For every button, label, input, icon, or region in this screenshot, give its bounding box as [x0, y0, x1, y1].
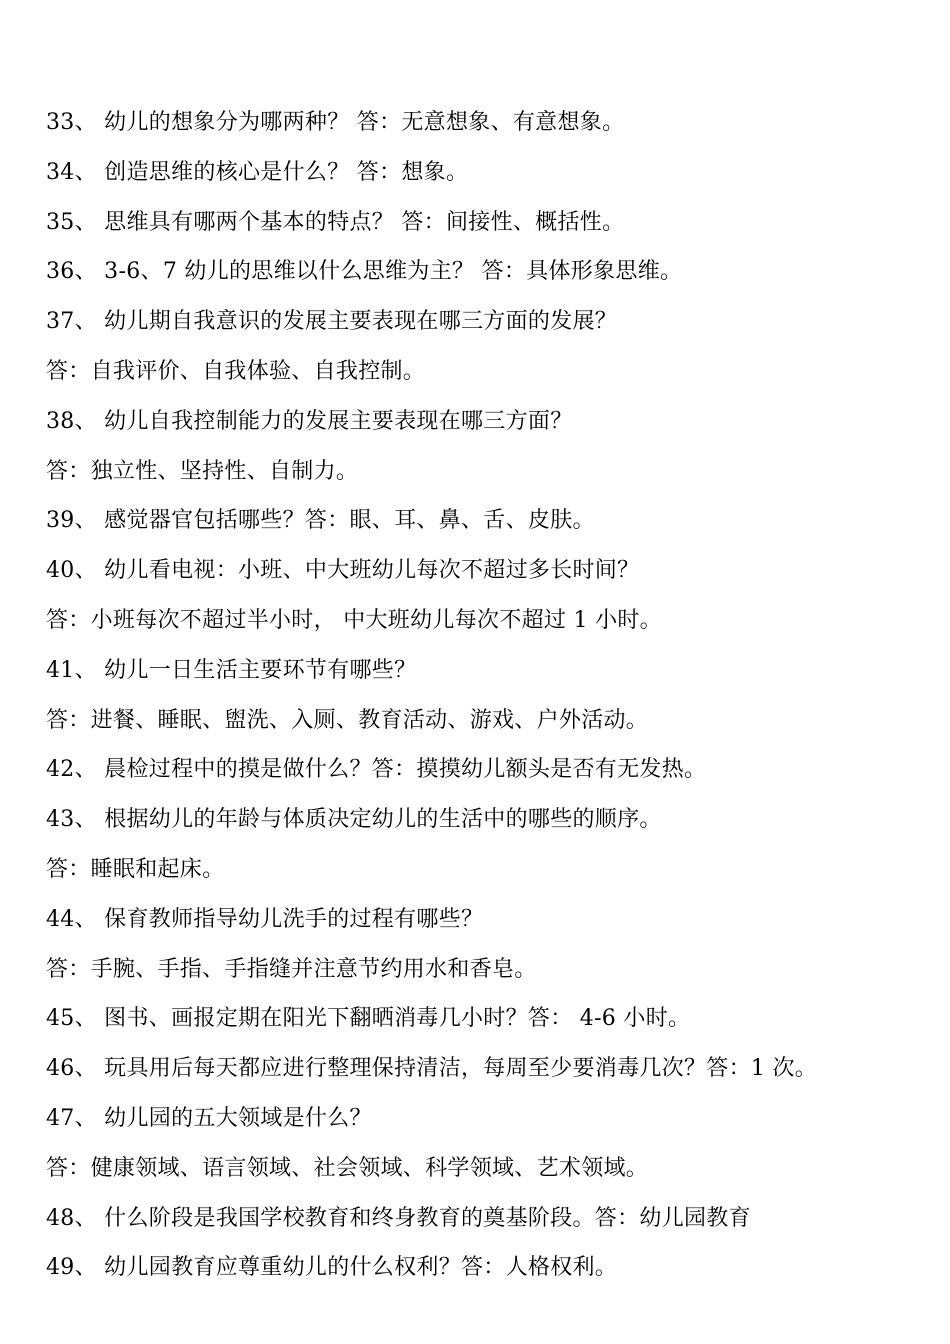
qa-line-43-answer: 答：睡眠和起床。: [46, 856, 225, 882]
qa-line-43-question: 43、 根据幼儿的年龄与体质决定幼儿的生活中的哪些的顺序。: [46, 807, 662, 833]
qa-line-40-answer: 答：小班每次不超过半小时， 中大班幼儿每次不超过 1 小时。: [46, 607, 662, 633]
qa-line-36: 36、 3-6、7 幼儿的思维以什么思维为主？ 答：具体形象思维。: [46, 259, 683, 285]
qa-line-44-answer: 答：手腕、手指、手指缝并注意节约用水和香皂。: [46, 956, 537, 982]
qa-line-45: 45、 图书、画报定期在阳光下翻晒消毒几小时？答： 4-6 小时。: [46, 1006, 691, 1032]
qa-line-34: 34、 创造思维的核心是什么？ 答：想象。: [46, 159, 469, 185]
qa-line-47-answer: 答：健康领域、语言领域、社会领域、科学领域、艺术领域。: [46, 1155, 649, 1181]
qa-line-44-question: 44、 保育教师指导幼儿洗手的过程有哪些？: [46, 906, 484, 932]
qa-line-47-question: 47、 幼儿园的五大领域是什么？: [46, 1105, 372, 1131]
qa-line-48: 48、 什么阶段是我国学校教育和终身教育的奠基阶段。答：幼儿园教育: [46, 1205, 751, 1231]
qa-line-42: 42、 晨检过程中的摸是做什么？答：摸摸幼儿额头是否有无发热。: [46, 757, 707, 783]
qa-line-40-question: 40、 幼儿看电视：小班、中大班幼儿每次不超过多长时间？: [46, 558, 640, 584]
qa-line-39: 39、 感觉器官包括哪些？答：眼、耳、鼻、舌、皮肤。: [46, 508, 595, 534]
qa-line-41-answer: 答：进餐、睡眠、盥洗、入厕、教育活动、游戏、户外活动。: [46, 707, 649, 733]
document-body: [46, 105, 936, 1300]
qa-line-38-answer: 答：独立性、坚持性、自制力。: [46, 458, 359, 484]
qa-line-37-question: 37、 幼儿期自我意识的发展主要表现在哪三方面的发展？: [46, 309, 618, 335]
qa-line-46: 46、 玩具用后每天都应进行整理保持清洁，每周至少要消毒几次？答：1 次。: [46, 1056, 818, 1082]
qa-line-35: 35、 思维具有哪两个基本的特点？ 答：间接性、概括性。: [46, 209, 625, 235]
qa-line-38-question: 38、 幼儿自我控制能力的发展主要表现在哪三方面？: [46, 408, 573, 434]
qa-line-33: 33、 幼儿的想象分为哪两种？ 答：无意想象、有意想象。: [46, 110, 625, 135]
qa-line-37-answer: 答：自我评价、自我体验、自我控制。: [46, 358, 426, 384]
qa-line-49: 49、 幼儿园教育应尊重幼儿的什么权利？答：人格权利。: [46, 1255, 618, 1281]
qa-line-41-question: 41、 幼儿一日生活主要环节有哪些？: [46, 657, 417, 683]
